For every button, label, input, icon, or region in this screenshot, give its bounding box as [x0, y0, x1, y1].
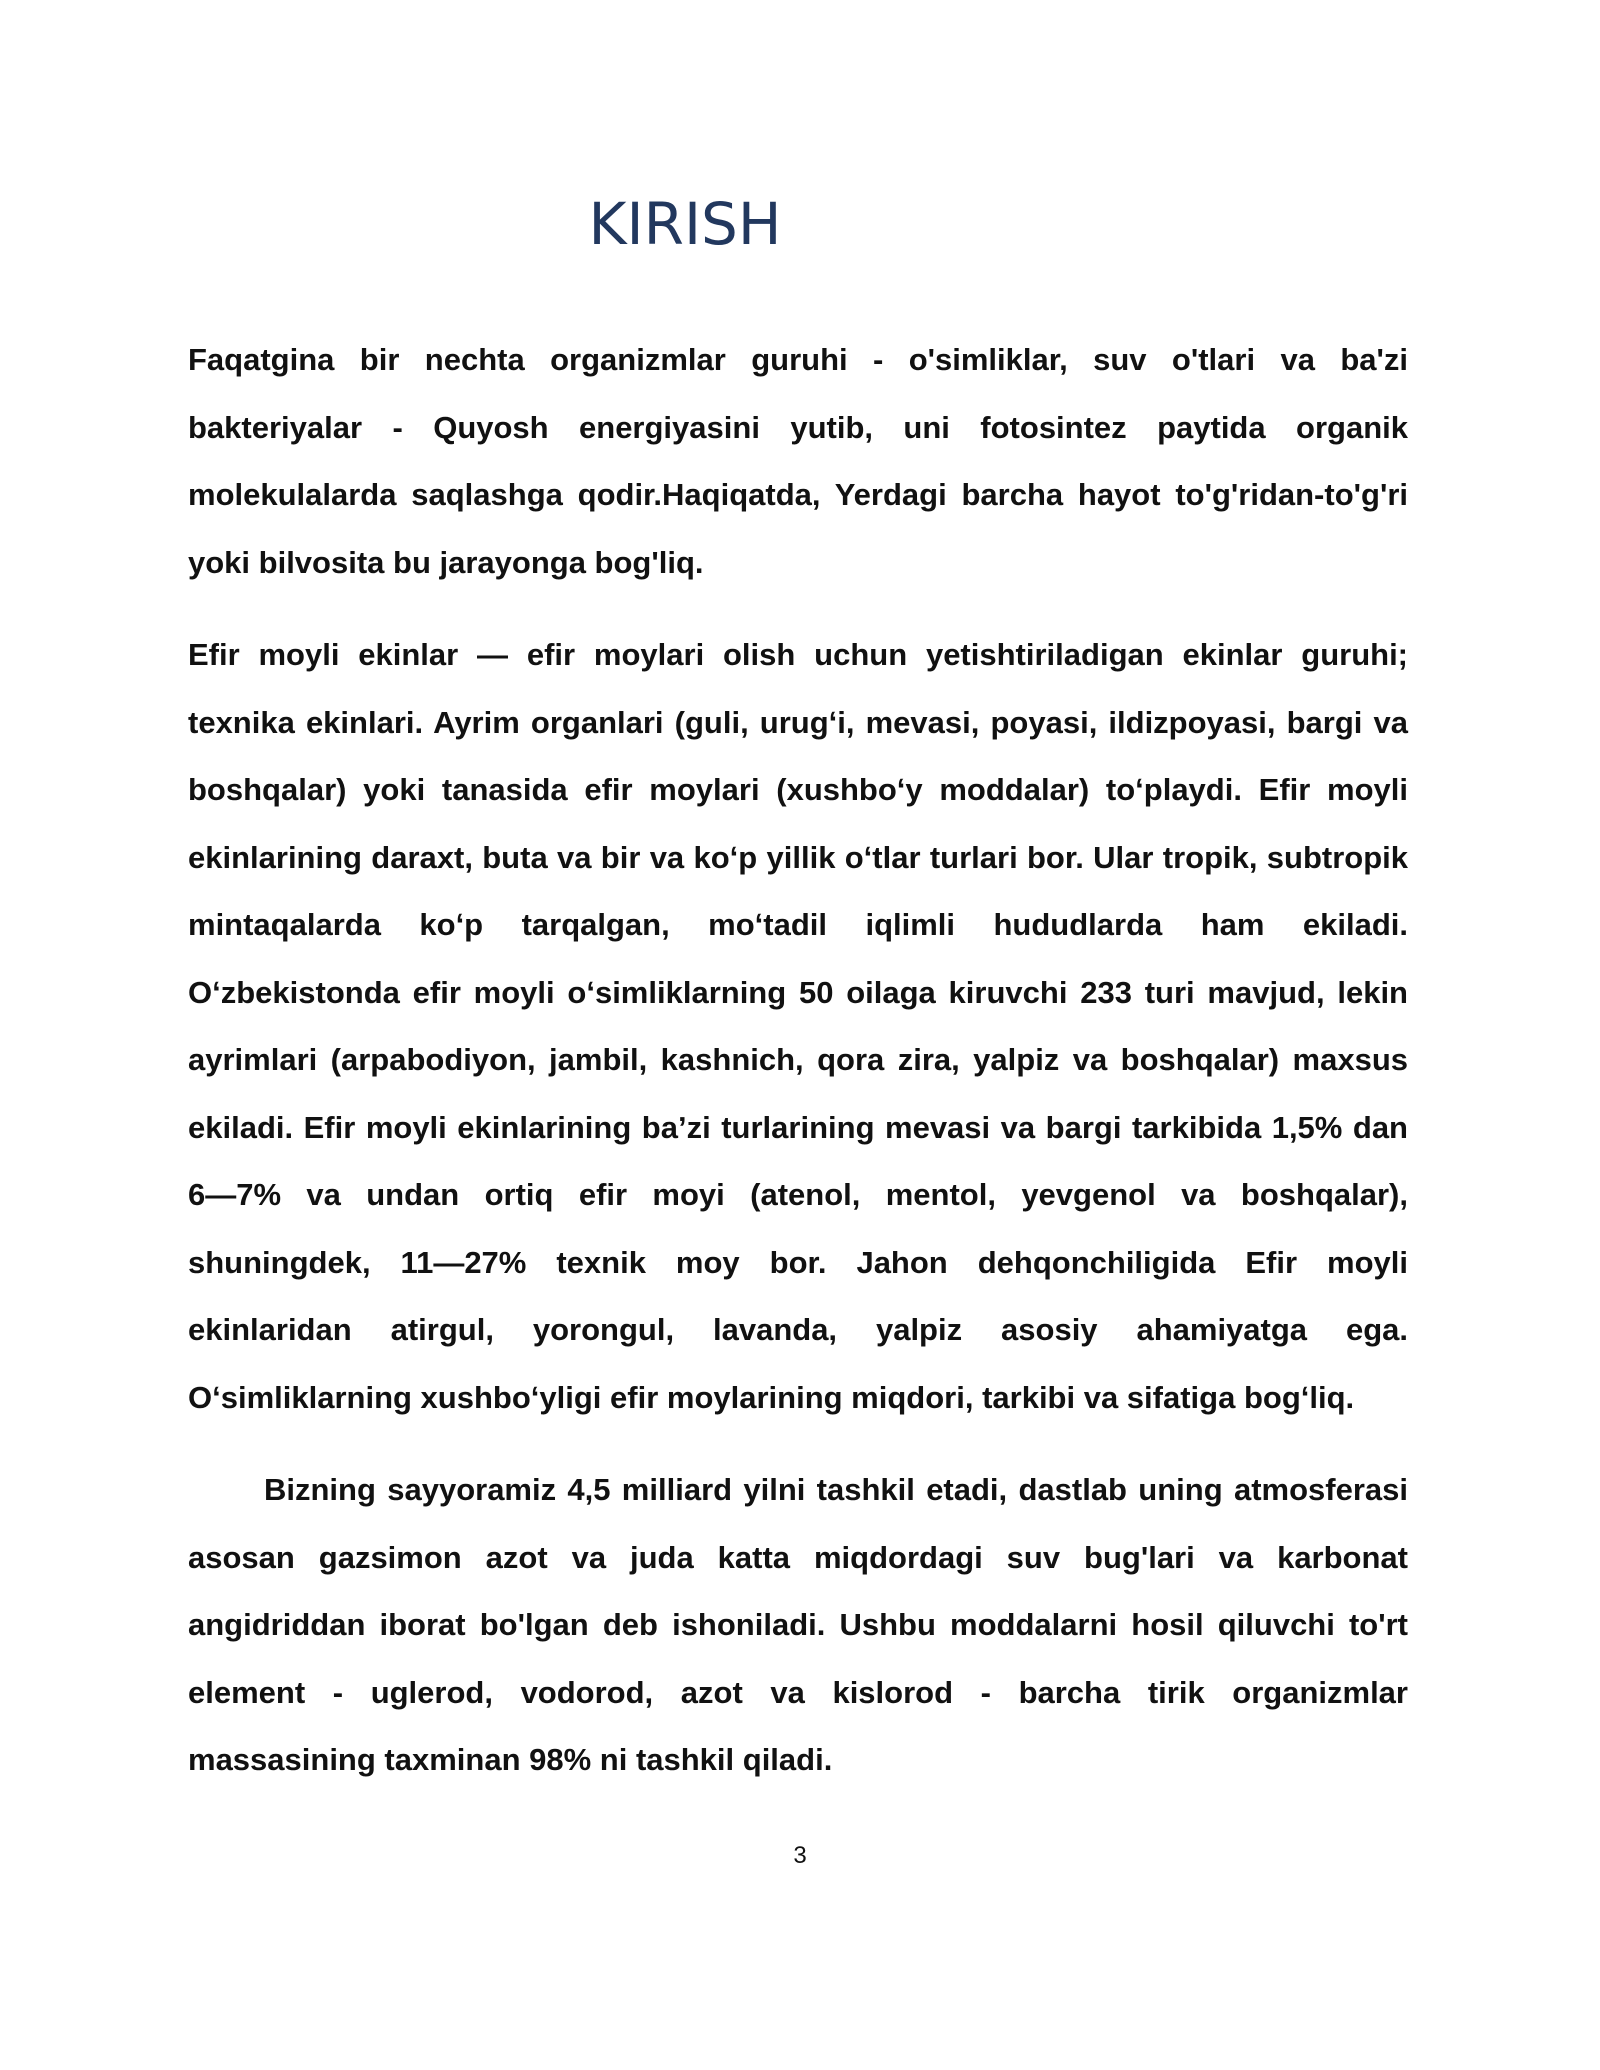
page-title: KIRISH: [588, 190, 782, 258]
paragraph-2: Efir moyli ekinlar — efir moylari olish uchun yetishtiriladigan ekinlar guruhi; texnika ekinlari. Ayrim organlari (guli, urugʻi, mevasi, poyasi, ildizpoyasi, bargi va boshqalar) yoki tanasida efir moylari (xushboʻy moddalar) toʻplaydi. Efir moyli ekinlarining daraxt, buta va bir va koʻp yillik oʻtlar turlari bor. Ular tropik, subtropik mintaqalarda koʻp tarqalgan, moʻtadil iqlimli hududlarda ham ekiladi. Oʻzbekistonda efir moyli oʻsimliklarning 50 oilaga kiruvchi 233 turi mavjud, lekin ayrimlari (arpabodiyon, jambil, kashnich, qora zira, yalpiz va boshqalar) maxsus ekiladi. Efir moyli ekinlarining baʼzi turlarining mevasi va bargi tarkibida 1,5% dan 6—7% va undan ortiq efir moyi (atenol, mentol, yevgenol va boshqalar), shuningdek, 11—27% texnik moy bor. Jahon dehqonchiligida Efir moyli ekinlaridan atirgul, yorongul, lavanda, yalpiz asosiy ahamiyatga ega. Oʻsimliklarning xushboʻyligi efir moylarining miqdori, tarkibi va sifatiga bogʻliq.: [188, 637, 1408, 1415]
document-body: [188, 326, 1408, 1819]
paragraph-1: Faqatgina bir nechta organizmlar guruhi - o'simliklar, suv o'tlari va ba'zi bakteriyalar - Quyosh energiyasini yutib, uni fotosintez paytida organik molekulalarda saqlashga qodir.Haqiqatda, Yerdagi barcha hayot to'g'ridan-to'g'ri yoki bilvosita bu jarayonga bog'liq.: [188, 342, 1408, 580]
page-number: 3: [793, 1842, 807, 1869]
paragraph-3: Bizning sayyoramiz 4,5 milliard yilni tashkil etadi, dastlab uning atmosferasi asosan gazsimon azot va juda katta miqdordagi suv bug'lari va karbonat angidriddan iborat bo'lgan deb ishoniladi. Ushbu moddalarni hosil qiluvchi to'rt element - uglerod, vodorod, azot va kislorod - barcha tirik organizmlar massasining taxminan 98% ni tashkil qiladi.: [188, 1472, 1408, 1777]
